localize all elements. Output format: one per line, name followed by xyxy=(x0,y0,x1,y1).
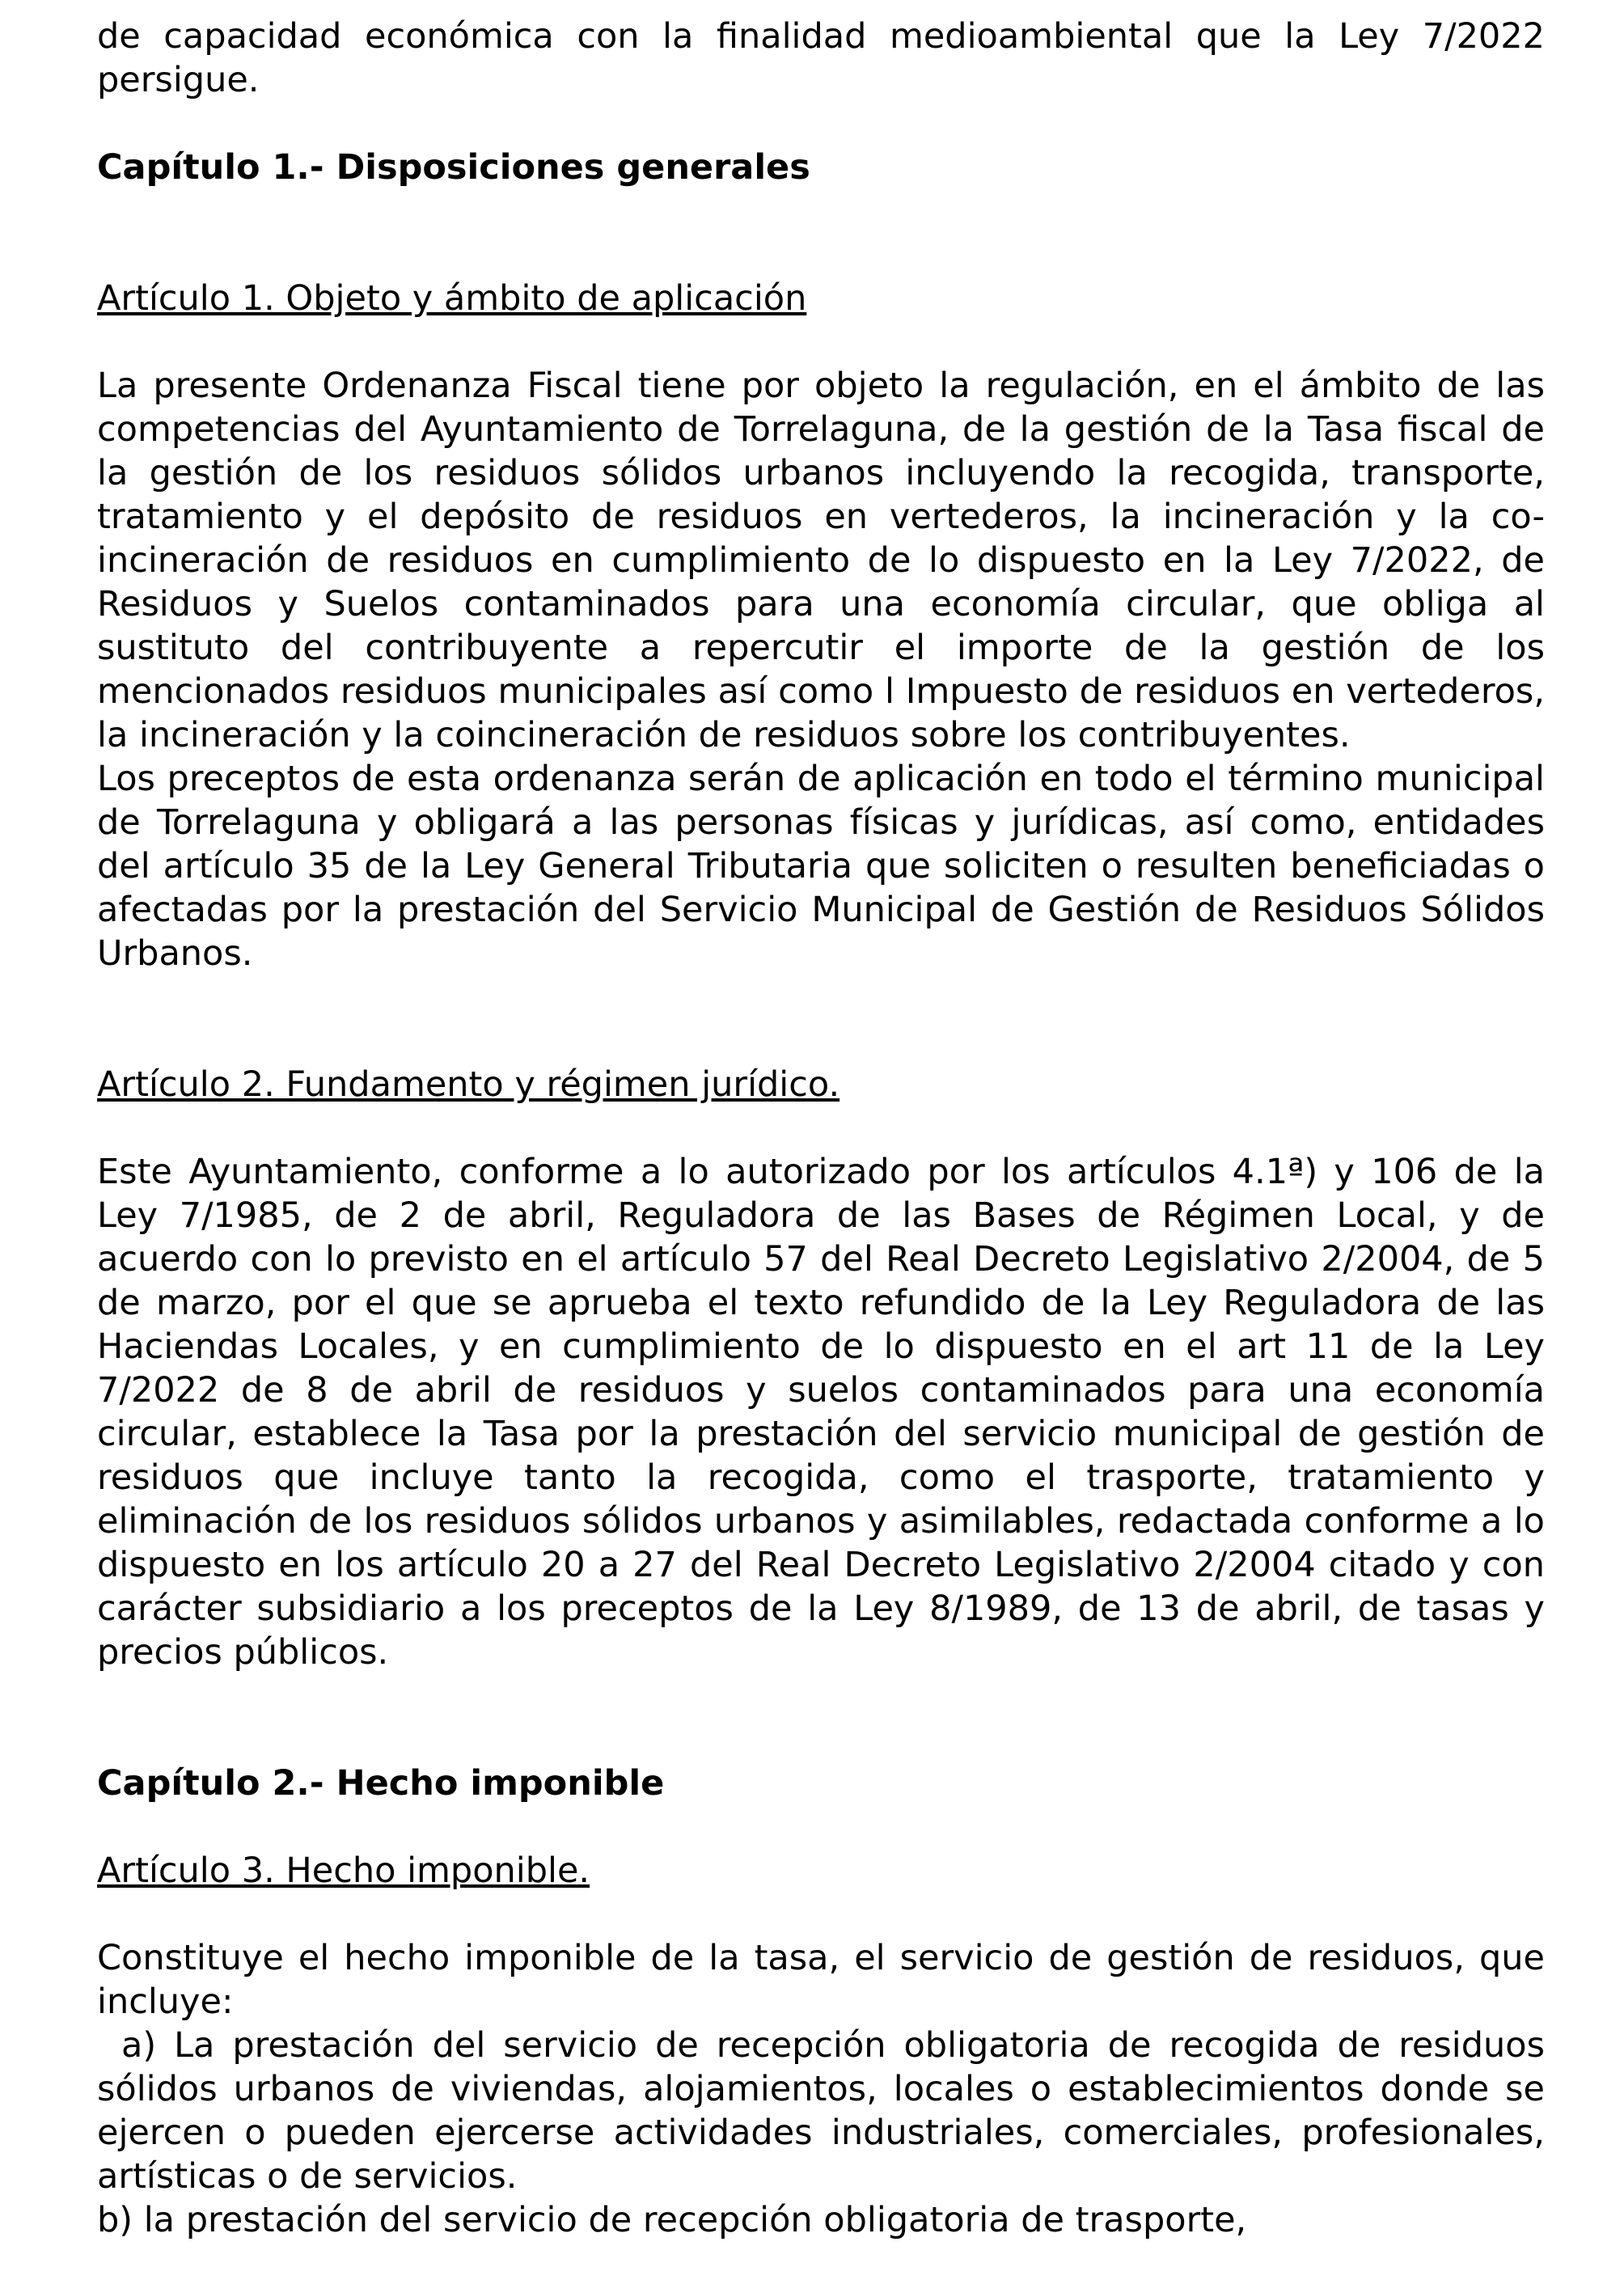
article-3-item-a: a) La prestación del servicio de recepción obligatoria de recogida de residuos sólidos urbanos de viviendas, alojamientos, locales o establecimientos donde se ejercen o pueden ejercerse actividades industriales, comerciales, profesionales, artísticas o de servicios. xyxy=(97,2025,1545,2197)
intro-paragraph: de capacidad económica con la finalidad medioambiental que la Ley 7/2022 persigue. xyxy=(97,16,1545,100)
article-1-title: Artículo 1. Objeto y ámbito de aplicación xyxy=(97,278,807,319)
chapter-1-heading: Capítulo 1.- Disposiciones generales xyxy=(97,147,810,188)
article-1-paragraph-2: Los preceptos de esta ordenanza serán de aplicación en todo el término municipal de Torrelaguna y obligará a las personas físicas y jurídicas, así como, entidades del artículo 35 de la Ley General Tributaria que soliciten o resulten beneficiadas o afectadas por la prestación del Servicio Municipal de Gestión de Residuos Sólidos Urbanos. xyxy=(97,759,1545,974)
article-1-paragraph-1: La presente Ordenanza Fiscal tiene por objeto la regulación, en el ámbito de las competencias del Ayuntamiento de Torrelaguna, de la gestión de la Tasa fiscal de la gestión de los residuos sólidos urbanos incluyendo la recogida, transporte, tratamiento y el depósito de residuos en vertederos, la incineración y la co-incineración de residuos en cumplimiento de lo dispuesto en la Ley 7/2022, de Residuos y Suelos contaminados para una economía circular, que obliga al sustituto del contribuyente a repercutir el importe de la gestión de los mencionados residuos municipales así como l Impuesto de residuos en vertederos, la incineración y la coincineración de residuos sobre los contribuyentes. xyxy=(97,366,1545,755)
document-page xyxy=(97,0,1545,2242)
chapter-2-heading: Capítulo 2.- Hecho imponible xyxy=(97,1763,665,1804)
article-3-title: Artículo 3. Hecho imponible. xyxy=(97,1850,590,1891)
article-3-item-b: b) la prestación del servicio de recepción obligatoria de trasporte, xyxy=(97,2200,1247,2240)
article-2-paragraph-1: Este Ayuntamiento, conforme a lo autorizado por los artículos 4.1ª) y 106 de la Ley 7/1985, de 2 de abril, Reguladora de las Bases de Régimen Local, y de acuerdo con lo previsto en el artículo 57 del Real Decreto Legislativo 2/2004, de 5 de marzo, por el que se aprueba el texto refundido de la Ley Reguladora de las Haciendas Locales, y en cumplimiento de lo dispuesto en el art 11 de la Ley 7/2022 de 8 de abril de residuos y suelos contaminados para una economía circular, establece la Tasa por la prestación del servicio municipal de gestión de residuos que incluye tanto la recogida, como el trasporte, tratamiento y eliminación de los residuos sólidos urbanos y asimilables, redactada conforme a lo dispuesto en los artículo 20 a 27 del Real Decreto Legislativo 2/2004 citado y con carácter subsidiario a los preceptos de la Ley 8/1989, de 13 de abril, de tasas y precios públicos. xyxy=(97,1152,1545,1673)
article-2-title: Artículo 2. Fundamento y régimen jurídico. xyxy=(97,1064,840,1105)
article-3-paragraph-1: Constituye el hecho imponible de la tasa, el servicio de gestión de residuos, que incluye: xyxy=(97,1938,1545,2022)
